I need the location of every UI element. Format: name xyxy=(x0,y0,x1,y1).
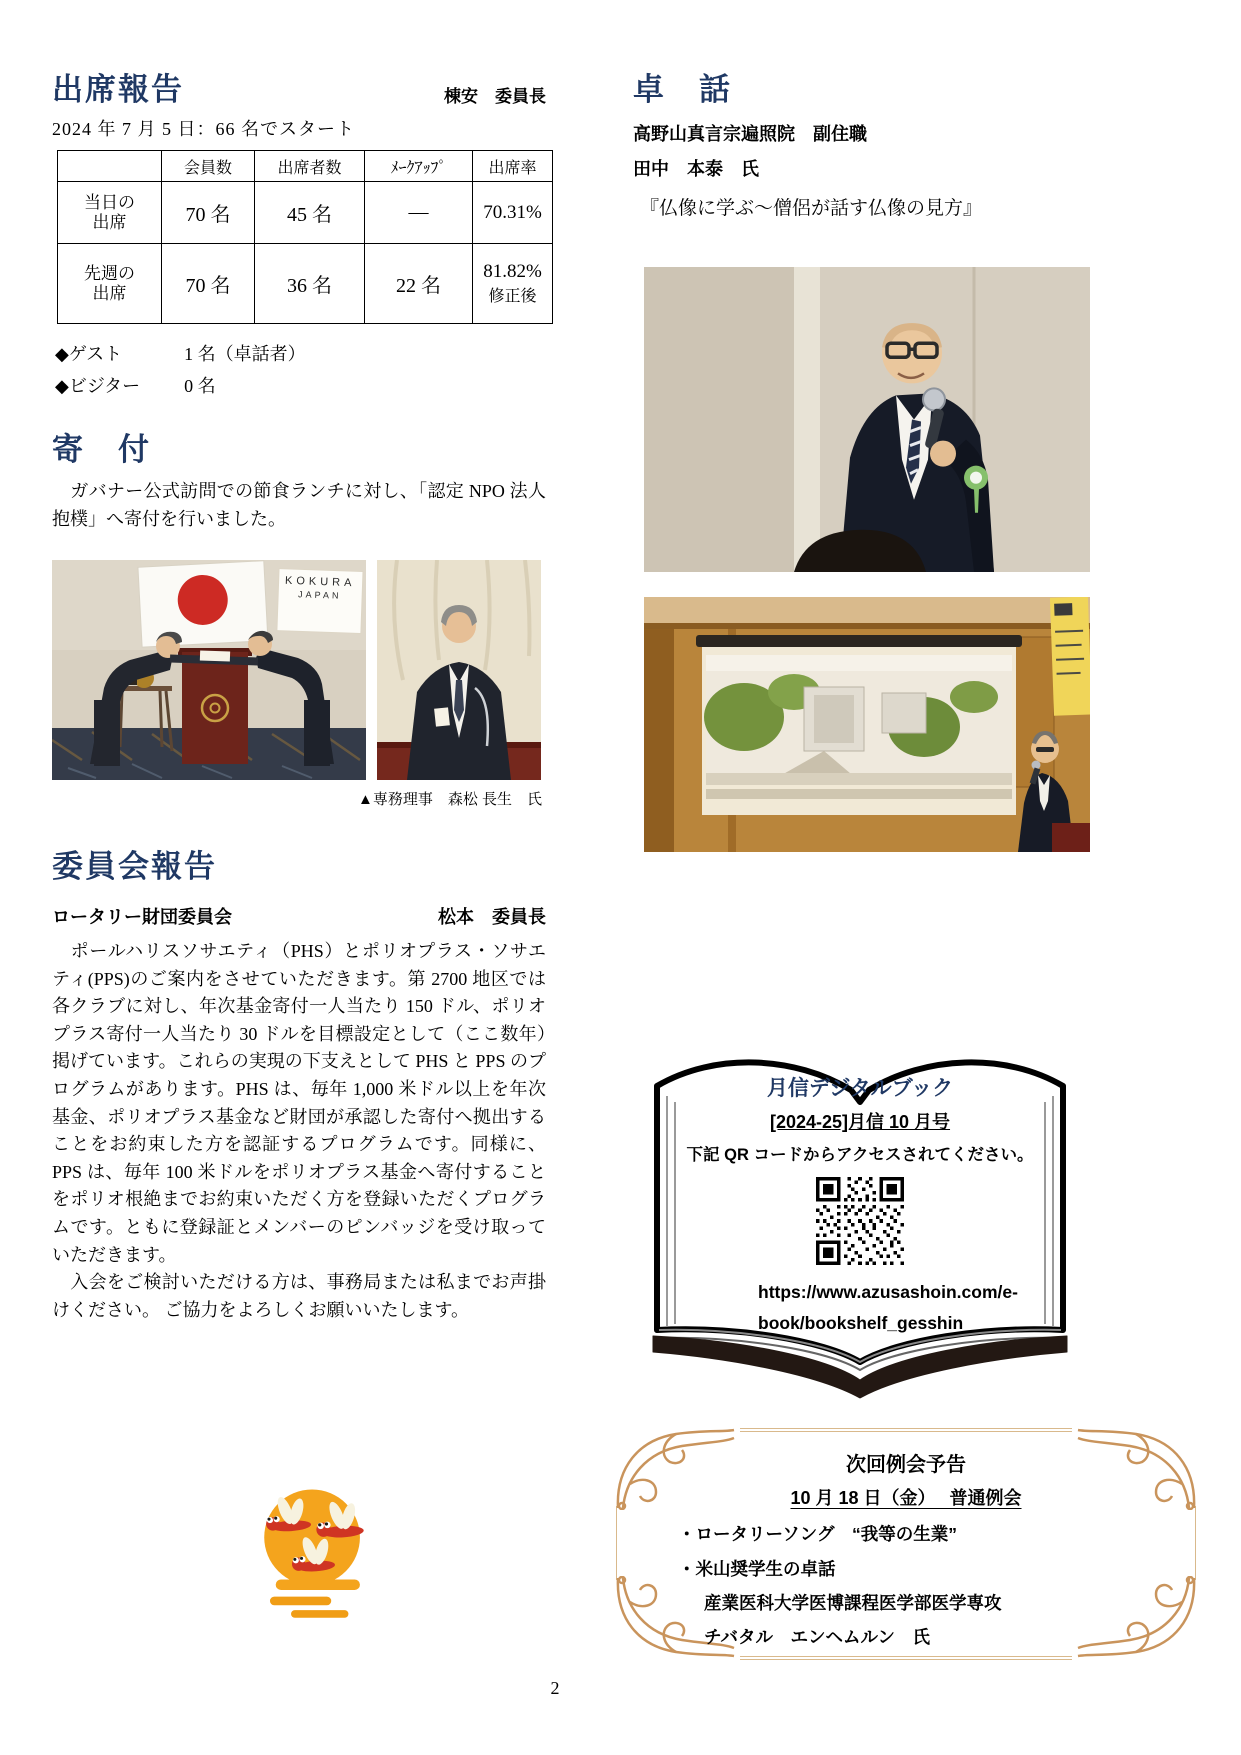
donation-speaker-photo xyxy=(377,560,541,780)
flourish-corner-icon xyxy=(1076,1576,1200,1664)
visitor-line xyxy=(55,372,216,398)
banner-line2: JAPAN xyxy=(297,589,342,601)
next-meeting-date xyxy=(612,1484,1200,1510)
attendance-header-members: 会員数 xyxy=(162,151,255,182)
attendance-table-header-row xyxy=(58,151,553,182)
talk-title: 『仏像に学ぶ～僧侶が話す仏像の見方』 xyxy=(640,198,983,219)
projection-room-photo xyxy=(644,597,1090,852)
next-meeting-detail: 産業医科大学医博課程医学部医学専攻 xyxy=(704,1593,1002,1613)
ornament-left-line xyxy=(616,1506,617,1580)
podium-speaker-graphic xyxy=(377,560,541,780)
row-label-line1: 先週の xyxy=(84,263,135,283)
next-meeting-title: 次回例会予告 xyxy=(846,1454,966,1476)
row-label xyxy=(58,244,162,324)
guest-line xyxy=(55,340,306,366)
rate-note: 修正後 xyxy=(488,288,537,305)
row-label-line1: 当日の xyxy=(84,192,135,212)
qr-code-graphic xyxy=(816,1177,904,1265)
attendance-heading: 出席報告 xyxy=(52,72,184,107)
committee-body xyxy=(52,938,546,1324)
qr-code xyxy=(816,1177,904,1265)
dragonfly-sunset-graphic xyxy=(247,1478,381,1622)
donation-body: ガバナー公式訪問での節食ランチに対し、「認定 NPO 法人 抱樸」へ寄付を行いました。 xyxy=(52,481,546,529)
digital-book-instruction: 下記 QR コードからアクセスされてください。 xyxy=(686,1146,1034,1164)
ornament-right-line xyxy=(1195,1506,1196,1580)
attendance-table xyxy=(57,150,553,324)
dragonfly-sunset-illustration xyxy=(247,1478,381,1623)
row-label-line2: 出席 xyxy=(92,283,127,303)
members-cell: 70 名 xyxy=(162,182,255,244)
members-cell: 70 名 xyxy=(162,244,255,324)
rate-cell xyxy=(473,244,553,324)
attendees-cell: 36 名 xyxy=(255,244,365,324)
guest-value: 1 名（卓話者） xyxy=(184,344,306,364)
donation-heading: 寄 付 xyxy=(52,432,151,467)
committee-heading: 委員会報告 xyxy=(52,849,217,884)
attendance-header-rate: 出席率 xyxy=(473,151,553,182)
digital-book-panel xyxy=(645,1030,1075,1402)
kokura-banner xyxy=(278,575,363,602)
row-label-line2: 出席 xyxy=(92,212,127,232)
attendance-header-attendees: 出席者数 xyxy=(255,151,365,182)
digital-book-issue: [2024-25]月信 10 月号 xyxy=(769,1112,951,1132)
table-row xyxy=(58,182,553,244)
attendance-header-makeup: ﾒｰｸｱｯﾌﾟ xyxy=(365,151,473,182)
rate-cell: 70.31% xyxy=(473,182,553,244)
next-meeting-item: ・米山奨学生の卓話 xyxy=(678,1559,836,1579)
digital-book-content xyxy=(680,1072,1040,1339)
attendees-cell: 45 名 xyxy=(255,182,365,244)
digital-book-url xyxy=(758,1277,1040,1339)
url-line1: https://www.azusashoin.com/e- xyxy=(758,1282,1018,1302)
attendance-start-line: 2024 年 7 月 5 日：66 名でスタート xyxy=(52,119,355,139)
table-row xyxy=(58,244,553,324)
attendance-chair: 棟安 委員長 xyxy=(444,87,546,106)
projection-room-graphic xyxy=(644,597,1090,852)
speaker-name: 田中 本泰 氏 xyxy=(633,159,759,179)
committee-paragraph-1: ポールハリスソサエティ（PHS）とポリオプラス・ソサエティ(PPS)のご案内をさせていただきます。第 2700 地区では各クラブに対し、年次基金寄付一人当たり 150 ドル、ポリオプラス寄付一人当たり 30 ドルを目標設定として（ここ数年）掲げています。これらの実現の下支えとして PHS と PPS のプログラムがあります。PHS は、毎年 1,000 米ドル以上を年次基金、ポリオプラス基金など財団が承認した寄付へ拠出することをお約束した方を認証するプログラムです。同様に、PPS は、毎年 100 米ドルをポリオプラス基金へ寄付することをポリオ根絶までお約束いただく方を登録いただくプログラムです。ともに登録証とメンバーのピンバッジを受け取っていただきます。 xyxy=(52,941,546,1265)
photo-caption: ▲専務理事 森松 長生 氏 xyxy=(357,791,542,808)
tabletalk-speaker-graphic xyxy=(644,267,1090,572)
page-number: 2 xyxy=(550,1678,560,1698)
makeup-cell: 22 名 xyxy=(365,244,473,324)
speaker-org: 高野山真言宗遍照院 副住職 xyxy=(633,124,867,144)
tabletalk-heading: 卓 話 xyxy=(633,72,732,107)
makeup-cell: ― xyxy=(365,182,473,244)
diamond-icon: ◆ゲスト xyxy=(55,344,123,364)
ornament-top-line xyxy=(740,1428,1072,1432)
banner-line1: KOKURA xyxy=(284,574,356,590)
visitor-value: 0 名 xyxy=(184,376,216,396)
committee-paragraph-2: 入会をご検討いただける方は、事務局または私までお声掛けください。 ご協力をよろしくお願いいたします。 xyxy=(52,1272,546,1320)
attendance-header-blank xyxy=(58,151,162,182)
row-label xyxy=(58,182,162,244)
ornament-bottom-line xyxy=(740,1656,1072,1660)
rate-value: 81.82% xyxy=(483,261,542,282)
tabletalk-speaker-photo xyxy=(644,267,1090,572)
committee-subheading: ロータリー財団委員会 xyxy=(52,907,232,927)
next-meeting-box xyxy=(612,1422,1200,1664)
diamond-icon: ◆ビジター xyxy=(55,376,141,396)
committee-chair: 松本 委員長 xyxy=(438,907,546,927)
next-meeting-item: ・ロータリーソング “我等の生業” xyxy=(678,1524,957,1544)
next-meeting-date-text: 10 月 18 日（金） 普通例会 xyxy=(790,1488,1022,1508)
donation-ceremony-photo xyxy=(52,560,366,780)
next-meeting-detail: チバタル エンヘムルン 氏 xyxy=(704,1627,931,1647)
digital-book-title: 月信デジタルブック xyxy=(766,1077,954,1100)
url-line2: book/bookshelf_gesshin xyxy=(758,1313,964,1333)
